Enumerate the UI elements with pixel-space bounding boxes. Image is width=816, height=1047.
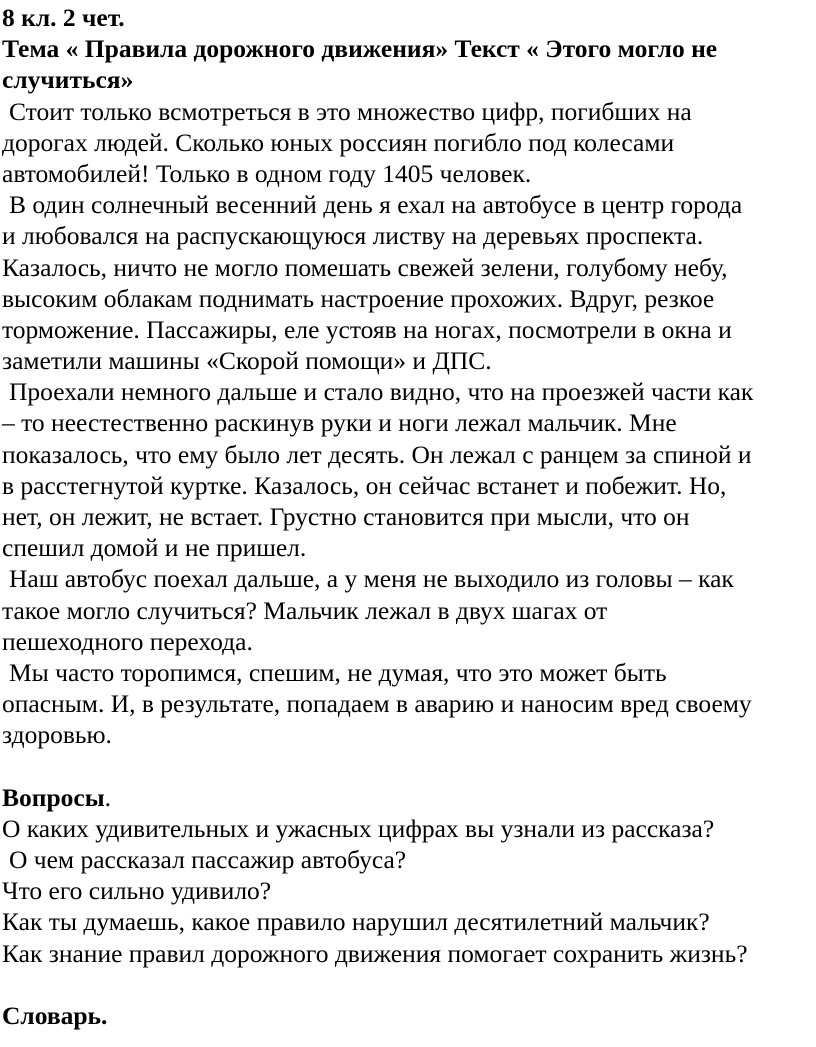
- topic-line-2: случиться»: [2, 65, 134, 95]
- text-line: дорогах людей. Сколько юных россиян погибло под колесами: [2, 127, 675, 157]
- text-line: Наш автобус поехал дальше, а у меня не выходило из головы – как: [9, 564, 734, 594]
- question-item: О каких удивительных и ужасных цифрах вы узнали из рассказа?: [2, 813, 715, 843]
- text-line: такое могло случиться? Мальчик лежал в двух шагах от: [2, 595, 608, 625]
- document-page: [2, 0, 814, 1031]
- question-item: Что его сильно удивило?: [2, 876, 272, 906]
- questions-heading-label: Вопросы: [2, 782, 105, 812]
- text-line: в расстегнутой куртке. Казалось, он сейчас встанет и побежит. Но,: [2, 470, 727, 500]
- text-line: спешил домой и не пришел.: [2, 533, 307, 563]
- spacer: [2, 969, 814, 1000]
- class-line: 8 кл. 2 чет.: [2, 3, 125, 32]
- text-line: показалось, что ему было лет десять. Он лежал с ранцем за спиной и: [2, 439, 752, 469]
- text-line: Мы часто торопимся, спешим, не думая, что это может быть: [9, 657, 667, 687]
- questions-list: [2, 813, 814, 969]
- text-line: здоровью.: [2, 720, 112, 750]
- text-line: Стоит только всмотреться в это множество цифр, погибших на: [9, 96, 692, 126]
- paragraph-2: [2, 189, 814, 376]
- text-line: заметили машины «Скорой помощи» и ДПС.: [2, 346, 492, 376]
- text-line: опасным. И, в результате, попадаем в аварию и наносим вред своему: [2, 689, 752, 719]
- vocabulary-heading: Словарь.: [2, 1001, 108, 1030]
- text-line: автомобилей! Только в одном году 1405 человек.: [2, 158, 532, 188]
- text-line: – то неестественно раскинув руки и ноги лежал мальчик. Мне: [2, 408, 677, 438]
- question-item: Как ты думаешь, какое правило нарушил десятилетний мальчик?: [2, 907, 710, 937]
- paragraph-4: [2, 563, 814, 657]
- text-line: высоким облакам поднимать настроение прохожих. Вдруг, резкое: [2, 283, 715, 313]
- question-item: Как знание правил дорожного движения помогает сохранить жизнь?: [2, 938, 748, 968]
- text-line: и любовался на распускающуюся листву на деревьях проспекта.: [2, 221, 704, 251]
- questions-heading: [2, 782, 814, 813]
- text-line: Проехали немного дальше и стало видно, что на проезжей части как: [9, 377, 754, 407]
- paragraph-1: [2, 96, 814, 190]
- text-line: Казалось, ничто не могло помешать свежей зелени, голубому небу,: [2, 252, 728, 282]
- text-line: В один солнечный весенний день я ехал на автобусе в центр города: [9, 190, 743, 220]
- paragraph-3: [2, 376, 814, 563]
- spacer: [2, 751, 814, 782]
- text-line: пешеходного перехода.: [2, 626, 253, 656]
- question-item: О чем рассказал пассажир автобуса?: [9, 845, 407, 875]
- paragraph-5: [2, 657, 814, 751]
- topic-line-1: Тема « Правила дорожного движения» Текст « Этого могло не: [2, 34, 718, 64]
- questions-heading-punct: .: [104, 782, 111, 812]
- text-line: нет, он лежит, не встает. Грустно становится при мысли, что он: [2, 502, 690, 531]
- text-line: торможение. Пассажиры, еле устояв на ногах, посмотрели в окна и: [2, 314, 732, 344]
